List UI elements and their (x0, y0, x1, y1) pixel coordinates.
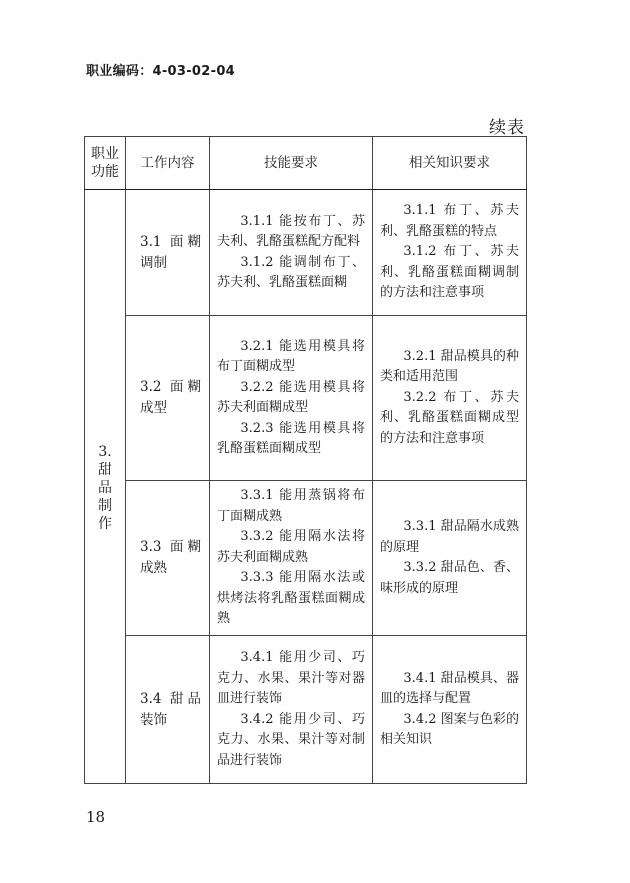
knowledge-item: 3.1.2 布丁、苏夫利、乳酪蛋糕面糊调制的方法和注意事项 (380, 244, 519, 301)
column-header-skills: 技能要求 (210, 137, 373, 190)
skill-item: 3.2.2 能选用模具将苏夫利面糊成型 (217, 379, 365, 415)
page-number: 18 (86, 808, 106, 826)
table-row (85, 190, 527, 316)
knowledge-item: 3.2.2 布丁、苏夫利、乳酪蛋糕面糊成型的方法和注意事项 (380, 389, 519, 446)
function-number: 3. (98, 443, 112, 460)
skill-item: 3.1.1 能按布丁、苏夫利、乳酪蛋糕配方配料 (217, 213, 365, 249)
skill-item: 3.2.1 能选用模具将布丁面糊成型 (217, 338, 365, 374)
skills-table (84, 136, 527, 784)
column-header-function: 职业功能 (85, 137, 126, 190)
column-header-knowledge: 相关知识要求 (373, 137, 527, 190)
skill-item: 3.1.2 能调制布丁、苏夫利、乳酪蛋糕面糊 (217, 254, 365, 290)
knowledge-item: 3.4.2 图案与色彩的相关知识 (380, 711, 519, 747)
table-header-row (85, 137, 527, 190)
skill-cell (210, 316, 373, 481)
knowledge-cell (373, 481, 527, 636)
knowledge-item: 3.3.2 甜品色、香、味形成的原理 (380, 560, 519, 596)
skill-item: 3.3.3 能用隔水法或烘烤法将乳酪蛋糕面糊成熟 (217, 570, 365, 627)
work-content-cell: 3.2 面糊成型 (126, 316, 210, 481)
skill-item: 3.3.1 能用蒸锅将布丁面糊成熟 (217, 488, 365, 524)
table-row (85, 316, 527, 481)
knowledge-item: 3.4.1 甜品模具、器皿的选择与配置 (380, 670, 519, 706)
occupation-code: 职业编码：4-03-02-04 (86, 64, 236, 79)
skill-item: 3.4.1 能用少司、巧克力、水果、果汁等对器皿进行装饰 (217, 650, 365, 706)
function-name: 甜品制作 (98, 461, 112, 532)
skill-item: 3.2.3 能选用模具将乳酪蛋糕面糊成型 (217, 420, 365, 456)
work-content-cell: 3.3 面糊成熟 (126, 481, 210, 636)
work-content-cell: 3.1 面糊调制 (126, 190, 210, 316)
continued-label: 续表 (489, 118, 525, 138)
skill-item: 3.3.2 能用隔水法将苏夫利面糊成熟 (217, 529, 365, 565)
skill-cell (210, 636, 373, 784)
skill-cell (210, 190, 373, 316)
skill-item: 3.4.2 能用少司、巧克力、水果、果汁等对制品进行装饰 (217, 711, 365, 768)
skill-cell (210, 481, 373, 636)
knowledge-item: 3.1.1 布丁、苏夫利、乳酪蛋糕的特点 (380, 203, 519, 239)
column-header-content: 工作内容 (126, 137, 210, 190)
work-content-cell: 3.4 甜品装饰 (126, 636, 210, 784)
knowledge-cell (373, 316, 527, 481)
skills-table-wrapper (84, 136, 526, 782)
knowledge-cell (373, 190, 527, 316)
function-cell (85, 190, 126, 784)
knowledge-cell (373, 636, 527, 784)
table-row (85, 636, 527, 784)
table-row (85, 481, 527, 636)
knowledge-item: 3.3.1 甜品隔水成熟的原理 (380, 519, 519, 555)
knowledge-item: 3.2.1 甜品模具的种类和适用范围 (380, 348, 519, 385)
